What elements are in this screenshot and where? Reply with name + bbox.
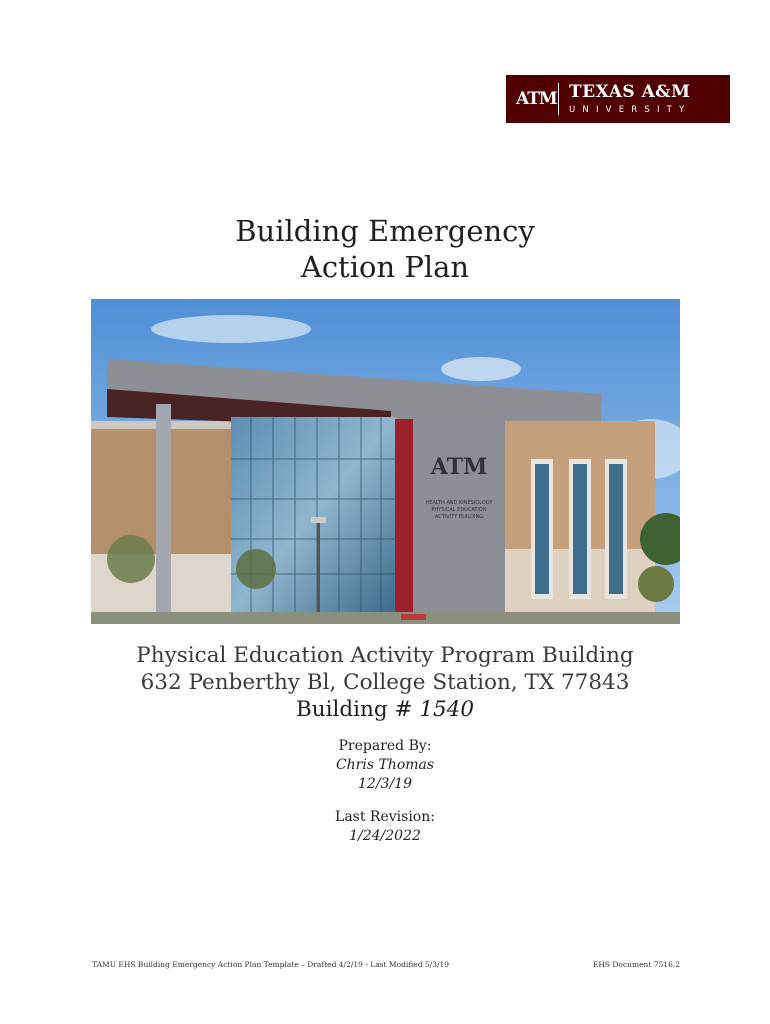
logo-divider xyxy=(558,83,559,115)
last-revision-date: 1/24/2022 xyxy=(349,828,421,844)
university-logo xyxy=(506,75,730,123)
prepared-by-label: Prepared By: xyxy=(338,738,432,754)
logo-name: TEXAS A&M xyxy=(569,81,691,102)
building-number: 1540 xyxy=(419,697,475,722)
sign-line-3: ACTIVITY BUILDING xyxy=(434,514,484,520)
title-line-2: Action Plan xyxy=(300,250,470,284)
building-info xyxy=(0,642,770,723)
building-number-label: Building # xyxy=(295,697,413,722)
building-photo xyxy=(91,299,680,624)
atm-monogram: ATM xyxy=(516,89,557,109)
title-line-1: Building Emergency xyxy=(235,214,535,248)
footer-template-note: TAMU EHS Building Emergency Action Plan Template – Drafted 4/2/19 - Last Modified 5/3/19 xyxy=(92,960,450,969)
footer-document-id: EHS Document 7516.2 xyxy=(592,960,680,969)
building-number-line xyxy=(0,696,770,723)
sign-line-1: HEALTH AND KINESIOLOGY xyxy=(425,500,493,506)
svg-text:ATM: ATM xyxy=(430,454,488,480)
building-name: Physical Education Activity Program Building xyxy=(136,643,634,668)
sign-line-2: PHYSICAL EDUCATION xyxy=(431,507,487,513)
logo-subtitle: UNIVERSITY xyxy=(569,104,692,115)
preparer-name: Chris Thomas xyxy=(335,757,435,773)
document-title xyxy=(0,213,770,285)
logo-wordmark xyxy=(569,81,692,115)
document-meta xyxy=(0,737,770,846)
prepared-date: 12/3/19 xyxy=(358,776,412,792)
last-revision-label: Last Revision: xyxy=(335,809,435,825)
building-address: 632 Penberthy Bl, College Station, TX 77843 xyxy=(140,670,630,695)
